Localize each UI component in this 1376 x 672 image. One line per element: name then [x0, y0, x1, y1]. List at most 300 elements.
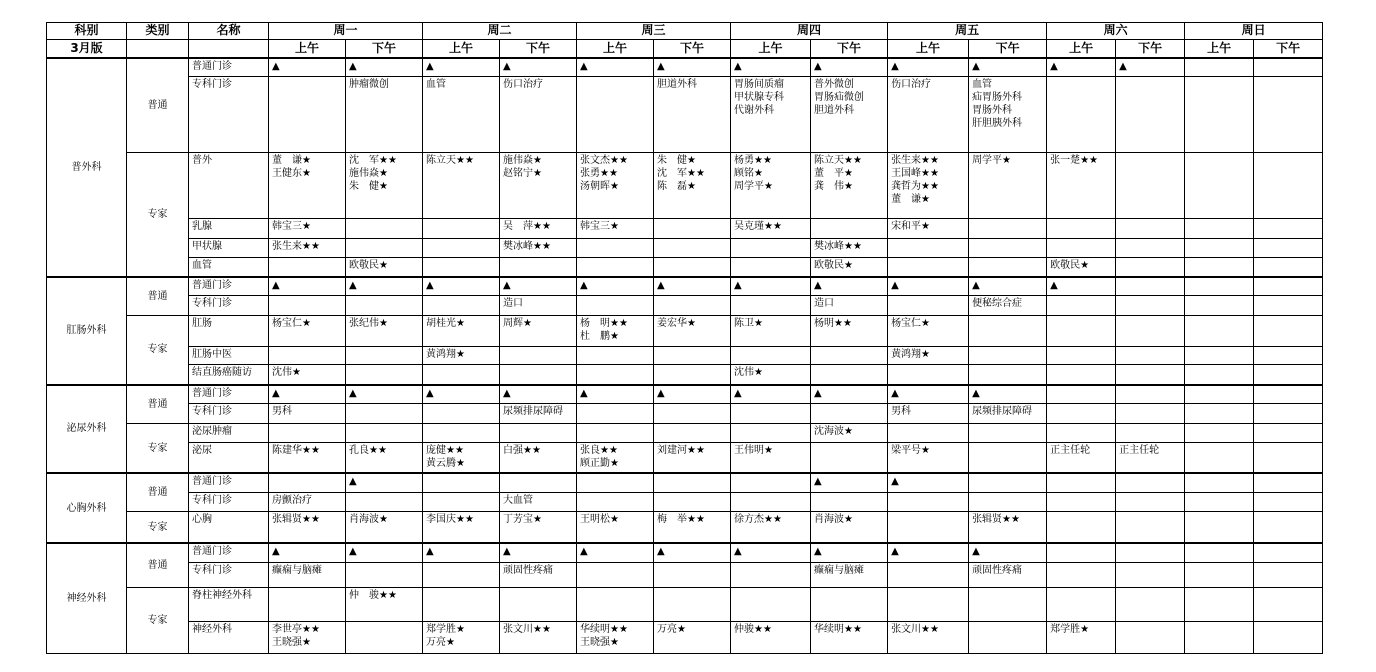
schedule-cell — [1185, 316, 1254, 346]
schedule-cell: ▲ — [811, 385, 888, 404]
schedule-cell — [731, 492, 811, 512]
schedule-cell: ▲ — [811, 543, 888, 562]
schedule-cell: ▲ — [423, 543, 500, 562]
schedule-cell: ▲ — [654, 58, 731, 77]
schedule-cell — [969, 365, 1047, 385]
schedule-cell — [888, 587, 969, 622]
schedule-cell — [346, 562, 423, 587]
schedule-cell: 杨勇★★ 顾铭★ 周学平★ — [731, 152, 811, 218]
schedule-cell — [654, 473, 731, 492]
schedule-cell — [1116, 473, 1185, 492]
schedule-cell: ▲ — [577, 277, 654, 296]
header-pm: 下午 — [1254, 39, 1323, 58]
schedule-cell — [969, 492, 1047, 512]
schedule-cell — [1185, 238, 1254, 257]
schedule-cell — [269, 587, 346, 622]
schedule-cell — [1254, 257, 1323, 277]
clinic-name: 肛肠中医 — [189, 346, 269, 365]
schedule-cell: 欧敬民★ — [1047, 257, 1116, 277]
schedule-cell — [1254, 385, 1323, 404]
header-day-thu: 周四 — [731, 23, 888, 40]
schedule-cell: ▲ — [731, 543, 811, 562]
schedule-cell: ▲ — [811, 277, 888, 296]
schedule-cell: ▲ — [346, 277, 423, 296]
clinic-name: 心胸 — [189, 512, 269, 543]
schedule-cell — [654, 238, 731, 257]
schedule-cell: 李国庆★★ — [423, 512, 500, 543]
header-day-fri: 周五 — [888, 23, 1047, 40]
schedule-cell: 张生来★★ — [269, 238, 346, 257]
clinic-name: 泌尿肿瘤 — [189, 423, 269, 442]
schedule-cell: 吴克瑾★★ — [731, 218, 811, 238]
schedule-cell — [888, 562, 969, 587]
schedule-cell — [1254, 404, 1323, 424]
schedule-cell — [346, 238, 423, 257]
clinic-name: 普通门诊 — [189, 58, 269, 77]
schedule-cell — [731, 587, 811, 622]
schedule-cell: 宋和平★ — [888, 218, 969, 238]
schedule-cell: 造口 — [811, 296, 888, 316]
schedule-cell — [1047, 346, 1116, 365]
schedule-cell — [1254, 277, 1323, 296]
schedule-cell: 周辉★ — [500, 316, 577, 346]
category-label: 普通 — [127, 277, 189, 316]
clinic-name: 结直肠癌随访 — [189, 365, 269, 385]
category-label: 普通 — [127, 543, 189, 587]
schedule-cell — [969, 257, 1047, 277]
category-label: 普通 — [127, 385, 189, 424]
category-label: 普通 — [127, 473, 189, 512]
schedule-cell — [1047, 238, 1116, 257]
schedule-cell — [1185, 512, 1254, 543]
schedule-cell — [1254, 622, 1323, 654]
schedule-cell — [346, 423, 423, 442]
schedule-cell — [969, 423, 1047, 442]
schedule-cell — [888, 423, 969, 442]
schedule-cell: 张纪伟★ — [346, 316, 423, 346]
schedule-cell: 胡桂光★ — [423, 316, 500, 346]
schedule-cell — [346, 492, 423, 512]
clinic-name: 普外 — [189, 152, 269, 218]
schedule-cell: 黄鸿翔★ — [888, 346, 969, 365]
schedule-cell: 樊冰峰★★ — [811, 238, 888, 257]
schedule-cell — [811, 365, 888, 385]
schedule-cell: ▲ — [577, 543, 654, 562]
schedule-cell — [269, 257, 346, 277]
schedule-cell — [731, 404, 811, 424]
clinic-name: 泌尿 — [189, 442, 269, 473]
schedule-cell: 李世亭★★ 王晓强★ — [269, 622, 346, 654]
schedule-cell — [969, 587, 1047, 622]
schedule-cell: 正主任轮 — [1116, 442, 1185, 473]
schedule-cell — [577, 365, 654, 385]
schedule-cell: ▲ — [888, 473, 969, 492]
schedule-cell — [731, 423, 811, 442]
schedule-cell — [1116, 238, 1185, 257]
schedule-cell — [1185, 587, 1254, 622]
schedule-cell: ▲ — [577, 58, 654, 77]
schedule-cell — [1116, 346, 1185, 365]
schedule-cell: ▲ — [500, 385, 577, 404]
clinic-name: 肛肠 — [189, 316, 269, 346]
schedule-cell: 沈 军★★ 施伟焱★ 朱 健★ — [346, 152, 423, 218]
schedule-cell — [500, 365, 577, 385]
dept-label: 肛肠外科 — [47, 277, 127, 385]
schedule-cell — [423, 492, 500, 512]
schedule-cell: 华续明★★ 王晓强★ — [577, 622, 654, 654]
schedule-cell: 韩宝三★ — [577, 218, 654, 238]
category-label: 专家 — [127, 512, 189, 543]
schedule-cell — [811, 442, 888, 473]
schedule-cell — [1185, 257, 1254, 277]
schedule-cell: ▲ — [888, 277, 969, 296]
schedule-cell: 张辑贤★★ — [969, 512, 1047, 543]
schedule-cell — [1185, 385, 1254, 404]
schedule-cell — [577, 562, 654, 587]
schedule-cell: 周学平★ — [969, 152, 1047, 218]
schedule-cell: ▲ — [731, 58, 811, 77]
schedule-cell — [577, 296, 654, 316]
schedule-cell — [731, 562, 811, 587]
schedule-cell — [731, 346, 811, 365]
schedule-cell: 梅 举★★ — [654, 512, 731, 543]
header-am: 上午 — [577, 39, 654, 58]
schedule-cell — [1047, 562, 1116, 587]
schedule-cell: ▲ — [423, 58, 500, 77]
schedule-cell: ▲ — [731, 385, 811, 404]
schedule-cell — [1047, 218, 1116, 238]
schedule-cell: 张文川★★ — [888, 622, 969, 654]
schedule-cell — [1116, 316, 1185, 346]
schedule-cell — [1116, 77, 1185, 152]
schedule-cell: 欧敬民★ — [811, 257, 888, 277]
schedule-cell — [346, 218, 423, 238]
schedule-cell: 张生来★★ 王国峰★★ 龚哲为★★ 董 谦★ — [888, 152, 969, 218]
schedule-cell — [500, 473, 577, 492]
schedule-cell: ▲ — [500, 277, 577, 296]
schedule-cell — [423, 238, 500, 257]
schedule-cell: 伤口治疗 — [888, 77, 969, 152]
schedule-cell — [346, 296, 423, 316]
schedule-cell — [1185, 622, 1254, 654]
schedule-cell — [1047, 492, 1116, 512]
schedule-cell: 房颤治疗 — [269, 492, 346, 512]
schedule-cell: 樊冰峰★★ — [500, 238, 577, 257]
schedule-cell: 大血管 — [500, 492, 577, 512]
schedule-cell — [1116, 385, 1185, 404]
schedule-cell: 正主任轮 — [1047, 442, 1116, 473]
schedule-cell: 血管 疝胃肠外科 胃肠外科 肝胆胰外科 — [969, 77, 1047, 152]
header-name: 名称 — [189, 23, 269, 40]
schedule-cell — [1116, 543, 1185, 562]
schedule-cell — [423, 296, 500, 316]
clinic-name: 神经外科 — [189, 622, 269, 654]
schedule-cell — [1185, 346, 1254, 365]
schedule-cell — [1254, 442, 1323, 473]
schedule-cell: 张辑贤★★ — [269, 512, 346, 543]
category-label: 专家 — [127, 316, 189, 385]
schedule-cell — [969, 346, 1047, 365]
schedule-cell — [654, 257, 731, 277]
schedule-cell — [500, 587, 577, 622]
schedule-cell: 杨 明★★ 杜 鹏★ — [577, 316, 654, 346]
schedule-cell: ▲ — [811, 58, 888, 77]
schedule-cell: 黄鸿翔★ — [423, 346, 500, 365]
schedule-cell: 万亮★ — [654, 622, 731, 654]
schedule-cell — [1047, 587, 1116, 622]
category-label: 普通 — [127, 58, 189, 152]
schedule-cell — [577, 423, 654, 442]
schedule-cell — [1185, 218, 1254, 238]
schedule-cell — [423, 218, 500, 238]
schedule-cell — [811, 218, 888, 238]
schedule-cell: ▲ — [969, 385, 1047, 404]
clinic-name: 普通门诊 — [189, 473, 269, 492]
schedule-cell: 刘建河★★ — [654, 442, 731, 473]
schedule-cell: ▲ — [654, 543, 731, 562]
schedule-cell: ▲ — [346, 473, 423, 492]
schedule-cell — [1254, 587, 1323, 622]
schedule-cell — [888, 365, 969, 385]
schedule-cell: 杨宝仁★ — [888, 316, 969, 346]
schedule-cell: ▲ — [654, 385, 731, 404]
schedule-cell — [888, 512, 969, 543]
schedule-cell — [969, 238, 1047, 257]
schedule-cell: 董 谦★ 王健东★ — [269, 152, 346, 218]
schedule-cell: 肖海波★ — [346, 512, 423, 543]
schedule-cell — [346, 622, 423, 654]
schedule-cell: 孔良★★ — [346, 442, 423, 473]
schedule-cell — [1185, 492, 1254, 512]
schedule-cell — [1185, 473, 1254, 492]
schedule-cell — [1254, 473, 1323, 492]
schedule-cell: 仲 骏★★ — [346, 587, 423, 622]
schedule-cell — [1254, 218, 1323, 238]
schedule-cell — [1185, 562, 1254, 587]
header-pm: 下午 — [811, 39, 888, 58]
dept-label: 心胸外科 — [47, 473, 127, 543]
schedule-cell — [811, 492, 888, 512]
schedule-cell — [269, 423, 346, 442]
schedule-cell: 施伟焱★ 赵铭宁★ — [500, 152, 577, 218]
schedule-cell: ▲ — [346, 385, 423, 404]
schedule-cell: ▲ — [269, 277, 346, 296]
header-blank — [127, 39, 189, 58]
schedule-cell — [1047, 543, 1116, 562]
schedule-cell — [1254, 296, 1323, 316]
schedule-cell: ▲ — [811, 473, 888, 492]
schedule-cell: 顽固性疼痛 — [500, 562, 577, 587]
header-am: 上午 — [731, 39, 811, 58]
schedule-cell — [423, 404, 500, 424]
schedule-cell — [577, 77, 654, 152]
schedule-cell: ▲ — [269, 58, 346, 77]
schedule-cell: 陈建华★★ — [269, 442, 346, 473]
schedule-cell — [888, 492, 969, 512]
schedule-cell — [1047, 296, 1116, 316]
schedule-cell — [654, 218, 731, 238]
schedule-cell — [969, 442, 1047, 473]
schedule-cell: ▲ — [1047, 58, 1116, 77]
schedule-cell — [1047, 423, 1116, 442]
schedule-cell — [1185, 77, 1254, 152]
category-label: 专家 — [127, 152, 189, 277]
schedule-cell — [1185, 365, 1254, 385]
schedule-cell: 仲骏★★ — [731, 622, 811, 654]
schedule-cell — [500, 346, 577, 365]
schedule-cell: 普外微创 胃肠疝微创 胆道外科 — [811, 77, 888, 152]
clinic-name: 血管 — [189, 257, 269, 277]
schedule-cell: ▲ — [346, 58, 423, 77]
schedule-cell — [1254, 238, 1323, 257]
header-am: 上午 — [269, 39, 346, 58]
schedule-cell — [423, 365, 500, 385]
category-label: 专家 — [127, 423, 189, 473]
category-label: 专家 — [127, 587, 189, 653]
schedule-cell — [1116, 492, 1185, 512]
schedule-cell — [731, 257, 811, 277]
schedule-cell: 沈伟★ — [269, 365, 346, 385]
schedule-cell — [1185, 152, 1254, 218]
header-pm: 下午 — [1116, 39, 1185, 58]
schedule-cell: ▲ — [888, 385, 969, 404]
schedule-cell — [577, 587, 654, 622]
schedule-cell — [1254, 77, 1323, 152]
schedule-cell — [1047, 365, 1116, 385]
schedule-cell — [423, 587, 500, 622]
header-version: 3月版 — [47, 39, 127, 58]
header-day-mon: 周一 — [269, 23, 423, 40]
schedule-cell: 肿瘤微创 — [346, 77, 423, 152]
schedule-cell: ▲ — [577, 385, 654, 404]
schedule-cell — [888, 296, 969, 316]
schedule-cell: 血管 — [423, 77, 500, 152]
schedule-cell: 沈伟★ — [731, 365, 811, 385]
schedule-cell: ▲ — [969, 58, 1047, 77]
schedule-cell: ▲ — [1047, 277, 1116, 296]
schedule-cell — [1116, 423, 1185, 442]
schedule-cell — [1185, 442, 1254, 473]
schedule-cell — [888, 238, 969, 257]
schedule-cell — [346, 346, 423, 365]
schedule-cell — [654, 562, 731, 587]
schedule-cell: 胆道外科 — [654, 77, 731, 152]
schedule-cell — [654, 492, 731, 512]
schedule-cell — [1254, 512, 1323, 543]
schedule-cell — [269, 77, 346, 152]
schedule-cell: 癫痫与脑瘫 — [269, 562, 346, 587]
schedule-cell — [1254, 152, 1323, 218]
schedule-cell — [1047, 77, 1116, 152]
schedule-cell — [654, 296, 731, 316]
schedule-cell: 尿频排尿障碍 — [969, 404, 1047, 424]
schedule-cell: ▲ — [731, 277, 811, 296]
clinic-name: 专科门诊 — [189, 404, 269, 424]
dept-label: 神经外科 — [47, 543, 127, 653]
header-am: 上午 — [1185, 39, 1254, 58]
schedule-cell — [731, 238, 811, 257]
schedule-cell: ▲ — [1116, 58, 1185, 77]
header-day-tue: 周二 — [423, 23, 577, 40]
schedule-cell — [423, 257, 500, 277]
header-pm: 下午 — [969, 39, 1047, 58]
schedule-cell — [1047, 316, 1116, 346]
clinic-name: 普通门诊 — [189, 277, 269, 296]
clinic-name: 专科门诊 — [189, 492, 269, 512]
schedule-cell: 白强★★ — [500, 442, 577, 473]
schedule-cell — [1116, 218, 1185, 238]
schedule-cell: 陈立天★★ — [423, 152, 500, 218]
schedule-cell — [577, 492, 654, 512]
schedule-cell: 杨宝仁★ — [269, 316, 346, 346]
schedule-cell: 华续明★★ — [811, 622, 888, 654]
schedule-cell — [1185, 543, 1254, 562]
schedule-cell — [1116, 296, 1185, 316]
clinic-name: 专科门诊 — [189, 77, 269, 152]
schedule-cell — [888, 257, 969, 277]
header-day-sat: 周六 — [1047, 23, 1185, 40]
header-am: 上午 — [1047, 39, 1116, 58]
schedule-cell — [346, 365, 423, 385]
schedule-cell: 便秘综合症 — [969, 296, 1047, 316]
schedule-cell — [423, 423, 500, 442]
schedule-cell — [1116, 562, 1185, 587]
schedule-cell: 男科 — [269, 404, 346, 424]
schedule-cell — [577, 346, 654, 365]
schedule-cell — [269, 296, 346, 316]
schedule-cell: 陈立天★★ 董 平★ 龚 伟★ — [811, 152, 888, 218]
clinic-name: 普通门诊 — [189, 543, 269, 562]
schedule-cell: ▲ — [500, 543, 577, 562]
schedule-cell — [1116, 152, 1185, 218]
header-blank — [189, 39, 269, 58]
schedule-cell: 吴 萍★★ — [500, 218, 577, 238]
schedule-cell: ▲ — [269, 543, 346, 562]
schedule-cell — [423, 473, 500, 492]
header-am: 上午 — [888, 39, 969, 58]
schedule-cell — [1047, 473, 1116, 492]
schedule-cell — [577, 238, 654, 257]
schedule-cell — [969, 218, 1047, 238]
header-am: 上午 — [423, 39, 500, 58]
schedule-cell — [269, 473, 346, 492]
schedule-cell — [1185, 423, 1254, 442]
schedule-cell — [1116, 365, 1185, 385]
schedule-cell: ▲ — [654, 277, 731, 296]
schedule-cell — [1254, 492, 1323, 512]
schedule-cell: ▲ — [888, 58, 969, 77]
schedule-cell: 顽固性疼痛 — [969, 562, 1047, 587]
schedule-cell: 陈卫★ — [731, 316, 811, 346]
dept-label: 普外科 — [47, 58, 127, 277]
schedule-cell — [1116, 404, 1185, 424]
schedule-cell — [654, 346, 731, 365]
clinic-name: 甲状腺 — [189, 238, 269, 257]
schedule-cell — [500, 257, 577, 277]
dept-label: 泌尿外科 — [47, 385, 127, 473]
clinic-name: 乳腺 — [189, 218, 269, 238]
clinic-name: 专科门诊 — [189, 562, 269, 587]
schedule-cell: 郑学胜★ 万亮★ — [423, 622, 500, 654]
schedule-cell — [1116, 512, 1185, 543]
schedule-cell — [1254, 562, 1323, 587]
schedule-cell: 梁平号★ — [888, 442, 969, 473]
clinic-name: 普通门诊 — [189, 385, 269, 404]
schedule-cell: 徐方杰★★ — [731, 512, 811, 543]
schedule-cell — [1047, 404, 1116, 424]
schedule-cell: 王明松★ — [577, 512, 654, 543]
schedule-cell — [654, 404, 731, 424]
